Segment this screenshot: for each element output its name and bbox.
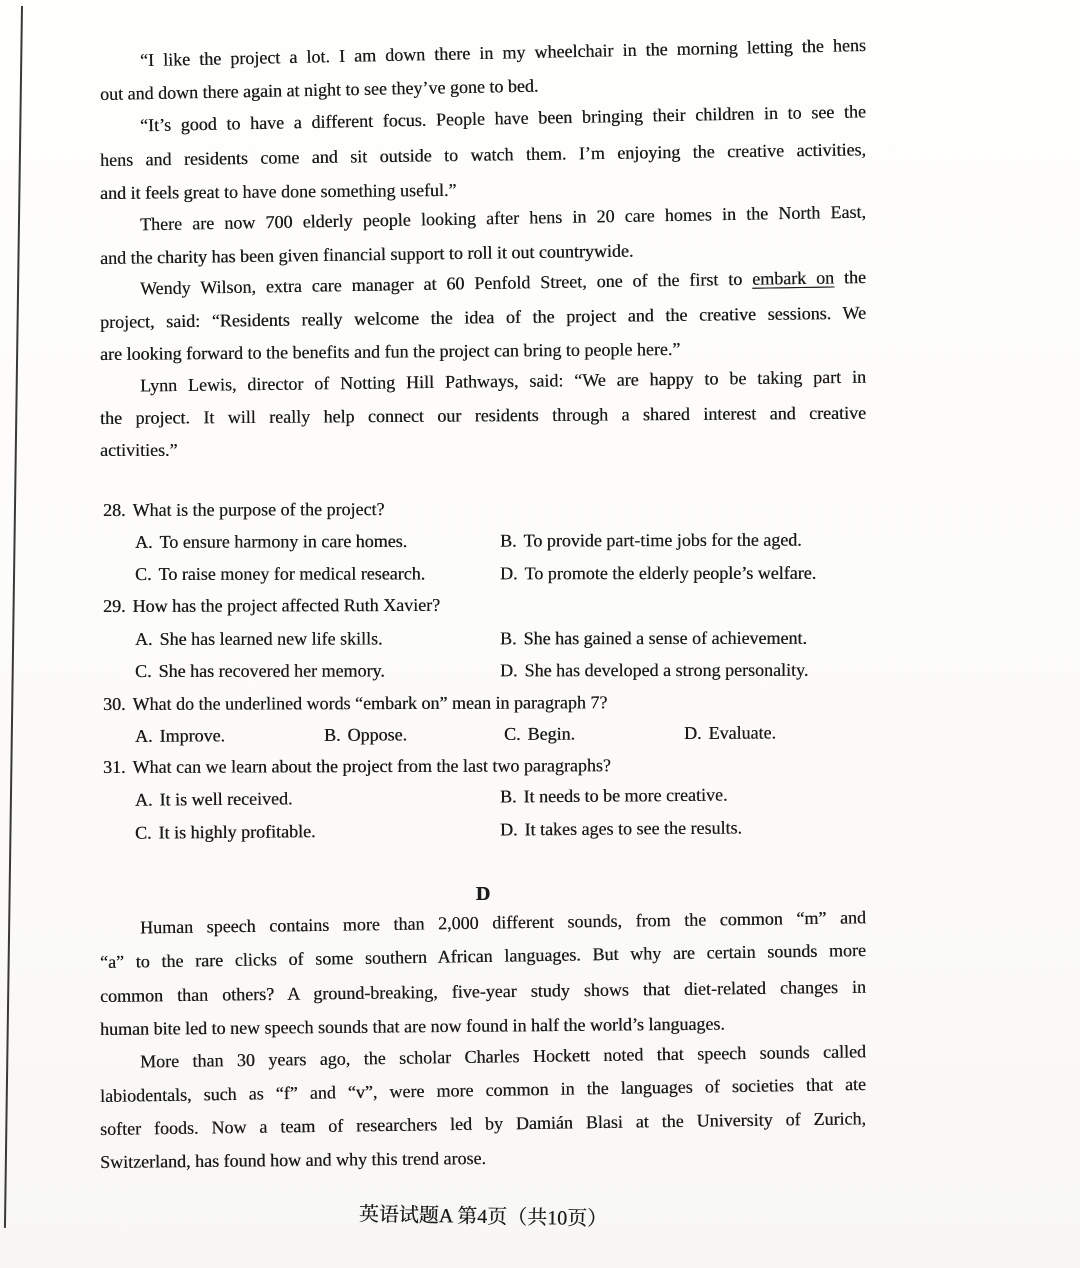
option-text: Begin. — [527, 723, 576, 744]
question-29-options-row-1 — [103, 625, 869, 654]
passage-line: Switzerland, has found how and why this trend arose. — [99, 1147, 487, 1172]
option-text: To promote the elderly people’s welfare. — [524, 562, 817, 584]
passage-line: the project. It will really help connect our residents through a shared interest and creative — [99, 402, 867, 428]
passage-line: “a” to the rare clicks of some southern African languages. But why are certain sounds more — [99, 939, 867, 972]
option-label: B. — [499, 628, 517, 649]
option-label: C. — [134, 563, 152, 584]
option-label: B. — [499, 530, 517, 551]
question-29-options-row-2 — [103, 657, 869, 686]
passage-line: project, said: “Residents really welcome the idea of the project and the creative sessions. We — [99, 302, 867, 332]
passage-text: Wendy Wilson, extra care manager at 60 Penfold Street, one of the first to — [139, 268, 753, 299]
passage-line — [100, 264, 866, 302]
question-number: 30. — [102, 693, 126, 714]
passage-line: Lynn Lewis, director of Notting Hill Pathways, said: “We are happy to be taking part in — [139, 366, 867, 396]
passage-line: human bite led to new speech sounds that are now found in half the world’s languages. — [99, 1013, 725, 1039]
question-stem-text: What can we learn about the project from the last two paragraphs? — [132, 755, 611, 777]
question-31-option-c — [135, 818, 316, 846]
option-label: A. — [134, 531, 153, 552]
option-text: It is highly profitable. — [158, 821, 316, 843]
question-number: 28. — [102, 499, 126, 520]
passage-line: Human speech contains more than 2,000 different sounds, from the common “m” and — [139, 907, 867, 938]
option-text: She has learned new life skills. — [159, 628, 383, 649]
question-30-option-c — [504, 721, 575, 747]
passage-line: out and down there again at night to see they’ve gone to bed. — [99, 75, 539, 104]
passage-line: hens and residents come and sit outside to watch them. I’m enjoying the creative activities, — [99, 139, 867, 170]
passage-line: and the charity has been given financial support to roll it out countrywide. — [99, 240, 634, 268]
question-29-option-d — [500, 657, 808, 684]
question-28-option-c — [135, 560, 425, 587]
question-31-options-row-2 — [103, 813, 869, 848]
passage-line: There are now 700 elderly people looking after hens in 20 care homes in the North East, — [139, 201, 867, 235]
option-text: To ensure harmony in care homes. — [159, 530, 408, 552]
option-label: D. — [499, 660, 518, 681]
question-31-options-row-1 — [103, 780, 869, 815]
passage-line: are looking forward to the benefits and fun the project can bring to people here.” — [99, 338, 681, 364]
option-label: D. — [499, 819, 518, 840]
option-text: Evaluate. — [708, 722, 777, 743]
question-30-options-row — [103, 719, 869, 751]
question-31-stem — [103, 751, 869, 782]
passage-line: More than 30 years ago, the scholar Charles Hockett noted that speech sounds called — [139, 1041, 867, 1072]
option-text: To raise money for medical research. — [158, 563, 426, 584]
question-stem-text: How has the project affected Ruth Xavier? — [132, 594, 441, 616]
passage-line: common than others? A ground-breaking, five-year study shows that diet-related changes in — [99, 976, 867, 1006]
passage-line: activities.” — [100, 440, 178, 460]
question-29-stem — [103, 590, 869, 621]
question-stem-text: What do the underlined words “embark on” mean in paragraph 7? — [132, 692, 608, 714]
question-30-stem — [103, 688, 869, 719]
option-label: C. — [134, 822, 152, 843]
question-31-option-a — [135, 785, 293, 812]
question-30-option-b — [324, 721, 407, 747]
question-number: 31. — [102, 756, 126, 777]
question-28-option-d — [500, 560, 816, 587]
question-number: 29. — [102, 595, 126, 616]
question-28-stem — [103, 494, 869, 525]
option-text: To provide part-time jobs for the aged. — [523, 529, 802, 551]
option-text: It takes ages to see the results. — [524, 817, 742, 840]
passage-line: “It’s good to have a different focus. People have been bringing their children in to see the — [139, 101, 867, 136]
option-text: Oppose. — [347, 724, 408, 745]
option-label: A. — [134, 789, 153, 810]
scan-edge-line — [4, 6, 23, 1228]
option-text: It needs to be more creative. — [523, 784, 728, 807]
underlined-phrase-embark-on: embark on — [751, 267, 835, 289]
option-label: A. — [134, 628, 153, 649]
question-28-option-a — [135, 528, 407, 555]
question-28-options-row-2 — [103, 560, 869, 589]
option-label: B. — [323, 724, 341, 745]
option-text: She has gained a sense of achievement. — [523, 627, 807, 649]
section-d-heading: D — [475, 883, 491, 905]
option-label: C. — [134, 660, 152, 681]
option-label: D. — [499, 563, 518, 584]
question-30-option-d — [684, 719, 776, 745]
question-stem-text: What is the purpose of the project? — [132, 499, 385, 520]
question-29-option-c — [135, 658, 385, 684]
option-text: It is well received. — [159, 788, 293, 810]
option-text: She has developed a strong personality. — [524, 659, 809, 681]
question-29-option-a — [135, 626, 382, 652]
passage-line: softer foods. Now a team of researchers led by Damián Blasi at the University of Zurich, — [99, 1108, 867, 1139]
passage-text: the — [833, 266, 867, 288]
option-label: A. — [134, 725, 153, 746]
question-28-options-row-1 — [103, 526, 869, 557]
passage-line: labiodentals, such as “f” and “v”, were more common in the languages of societies that ate — [99, 1073, 867, 1106]
passage-line: “I like the project a lot. I am down there in my wheelchair in the morning letting the hens — [139, 34, 867, 71]
question-30-option-a — [135, 722, 225, 748]
question-31-option-d — [500, 814, 742, 842]
option-label: C. — [503, 723, 521, 744]
passage-line: and it feels great to have done something useful.” — [99, 179, 457, 203]
option-text: Improve. — [159, 725, 226, 746]
option-label: D. — [683, 722, 702, 743]
page-footer: 英语试题A 第4页（共10页） — [358, 1203, 608, 1231]
question-28-option-b — [500, 527, 802, 554]
question-31-option-b — [500, 782, 728, 810]
question-29-option-b — [500, 625, 807, 652]
option-text: She has recovered her memory. — [158, 660, 385, 681]
option-label: B. — [499, 786, 517, 807]
